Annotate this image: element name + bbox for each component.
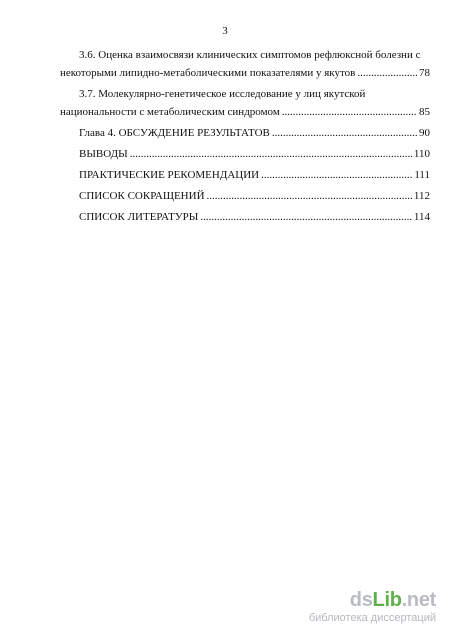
toc-entry-3-7-line2 [60, 103, 430, 121]
toc-page-number: 110 [413, 148, 430, 160]
toc-entry-3-6-line2 [60, 64, 430, 82]
toc-entry-conclusions [60, 145, 430, 163]
toc-leader-dots [272, 124, 417, 142]
toc-page-number: 90 [419, 127, 430, 139]
toc-entry-text: Глава 4. ОБСУЖДЕНИЕ РЕЗУЛЬТАТОВ [79, 127, 270, 139]
toc-page-number: 85 [419, 106, 430, 118]
toc-entry-recommendations [60, 166, 430, 184]
toc-entry-text: 3.7. Молекулярно-генетическое исследование у лиц якутской [79, 88, 366, 100]
toc-leader-dots [282, 103, 417, 121]
watermark-subtitle: библиотека диссертаций [308, 612, 436, 624]
dslib-logo [309, 589, 436, 611]
toc-entry-text: ПРАКТИЧЕСКИЕ РЕКОМЕНДАЦИИ [79, 169, 260, 181]
toc-entry-references [60, 208, 430, 226]
toc-leader-dots [261, 166, 412, 184]
toc-page-number: 78 [419, 67, 430, 79]
toc-entry-text: некоторыми липидно-метаболическими показателями у якутов [60, 67, 356, 79]
toc-entry-3-7-line1 [60, 85, 430, 103]
table-of-contents [60, 46, 430, 226]
toc-page-number: 114 [413, 211, 430, 223]
toc-entry-text: национальности с метаболическим синдромом [60, 106, 280, 118]
toc-entry-chapter-4 [60, 124, 430, 142]
toc-entry-text: 3.6. Оценка взаимосвязи клинических симптомов рефлюксной болезни с [79, 49, 421, 61]
logo-part-net: .net [401, 589, 436, 611]
dslib-watermark [309, 589, 436, 625]
toc-leader-dots [357, 64, 417, 82]
toc-page-number: 112 [413, 190, 430, 202]
toc-entry-text: СПИСОК СОКРАЩЕНИЙ [79, 190, 205, 202]
toc-leader-dots [207, 187, 412, 205]
toc-leader-dots [200, 208, 412, 226]
toc-entry-text: ВЫВОДЫ [79, 148, 128, 160]
toc-entry-abbreviations [60, 187, 430, 205]
logo-part-ds: ds [349, 589, 373, 611]
toc-entry-text: СПИСОК ЛИТЕРАТУРЫ [79, 211, 199, 223]
toc-entry-3-6-line1 [60, 46, 430, 64]
page-number: 3 [222, 25, 228, 37]
logo-part-lib: Lib [372, 589, 402, 611]
toc-page-number: 111 [414, 169, 430, 181]
toc-leader-dots [130, 145, 412, 163]
